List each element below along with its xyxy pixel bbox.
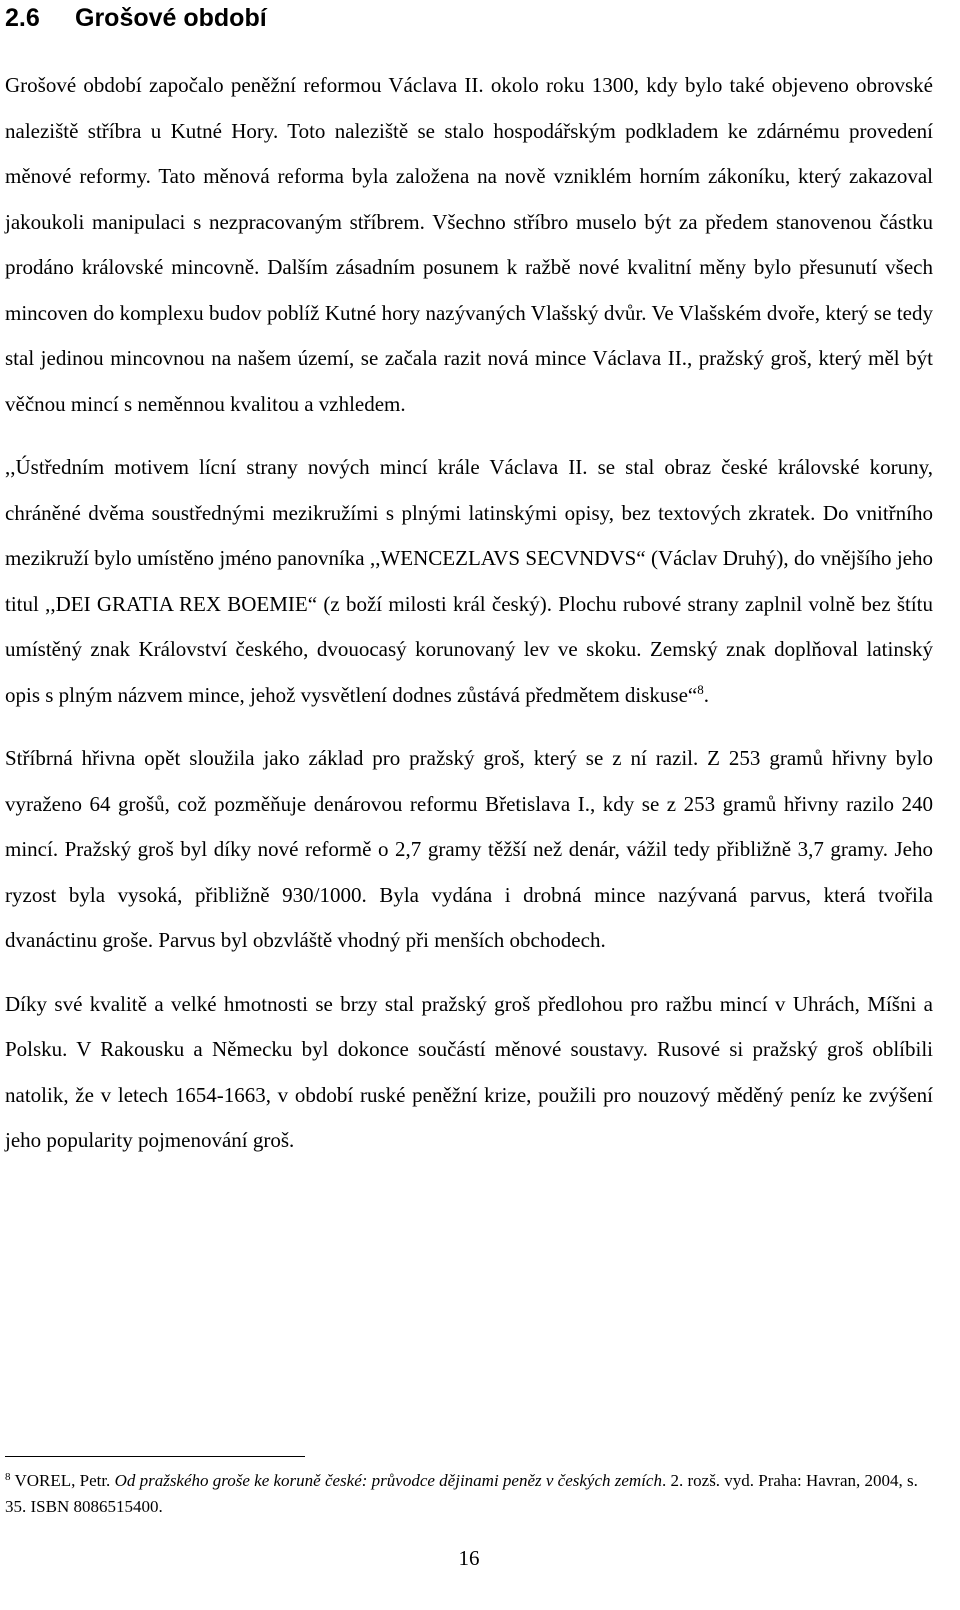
quote-text: ,,Ústředním motivem lícní strany nových mincí krále Václava II. se stal obraz české královské koruny, chráněné dvěma soustřednými mezikružími s plnými latinskými opisy, bez textových zkratek. Do vnitřního mezikruží bylo umístěno jméno panovníka ,,WENCEZLAVS SECVNDVS“ (Václav Druhý), do vnějšího jeho titul ,,DEI GRATIA REX BOEMIE“ (z boží milosti král český). Plochu rubové strany zaplnil volně bez štítu umístěný znak Království českého, dvouocasý korunovaný lev ve skoku. Zemský znak doplňoval latinský opis s plným názvem mince, jehož vysvětlení dodnes zůstává předmětem diskuse“ [5, 455, 933, 707]
section-number: 2.6 [5, 4, 40, 32]
section-heading [5, 0, 933, 46]
paragraph-3: Stříbrná hřivna opět sloužila jako základ pro pražský groš, který se z ní razil. Z 253 gramů hřivny bylo vyraženo 64 grošů, což pozměňuje denárovou reformu Břetislava I., kdy se z 253 gramů hřivny razilo 240 mincí. Pražský groš byl díky nové reformě o 2,7 gramy těžší než denár, vážil tedy přibližně 3,7 gramy. Jeho ryzost byla vysoká, přibližně 930/1000. Byla vydána i drobná mince nazývaná parvus, která tvořila dvanáctinu groše. Parvus byl obzvláště vhodný při menších obchodech. [5, 746, 933, 952]
footnote-title: Od pražského groše ke koruně české: průvodce dějinami peněz v českých zemích [114, 1471, 662, 1490]
footnote-number: 8 [5, 1471, 11, 1483]
footnote-publication: . 2. rozš. vyd. Praha: Havran, 2004, s. 35. ISBN 8086515400. [5, 1471, 918, 1516]
paragraph-2-quote [5, 445, 933, 718]
footnote [5, 1468, 933, 1520]
footnote-author: VOREL, Petr. [14, 1471, 111, 1490]
footnote-reference: 8 [697, 681, 704, 697]
paragraph-1: Grošové období započalo peněžní reformou Václava II. okolo roku 1300, kdy bylo také objeveno obrovské naleziště stříbra u Kutné Hory. Toto naleziště se stalo hospodářským podkladem ke zdárnému provedení měnové reformy. Tato měnová reforma byla založena na nově vzniklém horním zákoníku, který zakazoval jakoukoli manipulaci s nezpracovaným stříbrem. Všechno stříbro muselo být za předem stanovenou částku prodáno královské mincovně. Dalším zásadním posunem k ražbě nové kvalitní měny bylo přesunutí všech mincoven do komplexu budov poblíž Kutné hory nazývaných Vlašský dvůr. Ve Vlašském dvoře, který se tedy stal jedinou mincovnou na našem území, se začala razit nová mince Václava II., pražský groš, který měl být věčnou mincí s neměnnou kvalitou a vzhledem. [5, 73, 933, 416]
page-number: 16 [458, 1546, 480, 1570]
quote-end-punctuation: . [703, 682, 709, 707]
document-page [5, 0, 933, 1610]
paragraph-4: Díky své kvalitě a velké hmotnosti se brzy stal pražský groš předlohou pro ražbu mincí v Uhrách, Míšni a Polsku. V Rakousku a Německu byl dokonce součástí měnové soustavy. Rusové si pražský groš oblíbili natolik, že v letech 1654-1663, v období ruské peněžní krize, použili pro nouzový měděný peníz ke zvýšení jeho popularity pojmenování groš. [5, 991, 933, 1152]
section-title: Grošové období [75, 4, 267, 32]
footnote-separator [5, 1456, 305, 1457]
